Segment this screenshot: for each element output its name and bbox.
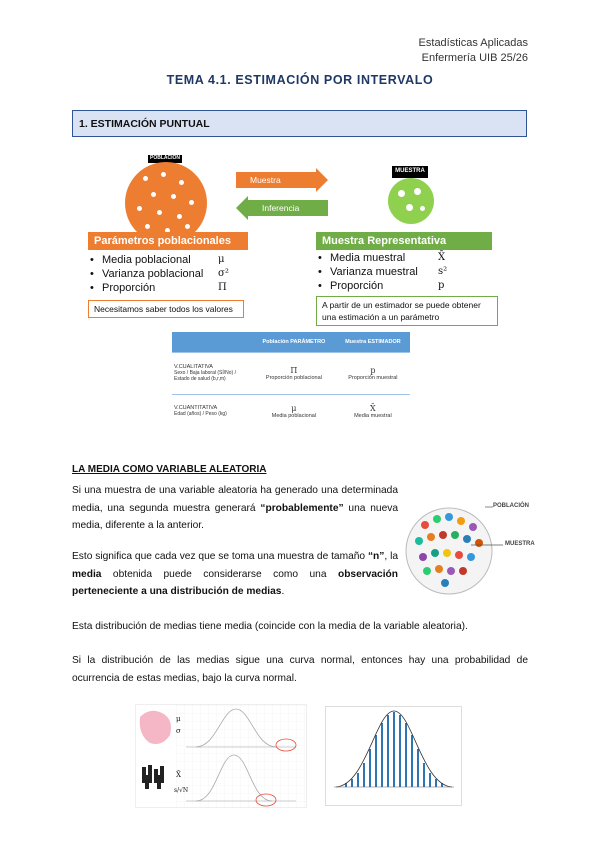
population-params-title: Parámetros poblacionales xyxy=(88,232,248,250)
symbol-sigma: σ xyxy=(176,727,181,735)
arrow-left-icon xyxy=(236,196,248,220)
symbol-mu: μ xyxy=(176,715,181,723)
sample-param: • Proporción p xyxy=(316,279,486,293)
normal-histogram-figure xyxy=(325,706,462,806)
paragraph-4: Si la distribución de las medias sigue una curva normal, entonces hay una probabilidad de ocurrencia de estas medias, bajo la curva normal. xyxy=(72,655,528,684)
sample-params-list xyxy=(316,251,486,293)
inference-arrow-label: Inferencia xyxy=(248,200,328,216)
course-header xyxy=(419,36,528,66)
paragraph-3: Esta distribución de medias tiene media (coincide con la media de la variable aleatoria). xyxy=(72,621,468,632)
sampling-distribution-figure xyxy=(135,704,307,808)
sample-circle xyxy=(388,178,434,224)
symbol-se: s/√N xyxy=(174,787,189,794)
population-param: • Proporción Π xyxy=(88,281,238,295)
table-row: V.CUALITATIVA Sexo / Baja laboral (SÍ/No) / Estado de salud (b,r,m) Π Proporción poblacional p Proporción muestral xyxy=(172,352,410,394)
symbol-xbar: X̄ xyxy=(176,771,181,779)
sample-tag: MUESTRA xyxy=(392,166,428,178)
population-note: Necesitamos saber todos los valores xyxy=(88,300,244,318)
table-row: V.CUANTITATIVA Edad (años) / Peso (kg) μ Media poblacional X̄ Media muestral xyxy=(172,394,410,428)
population-params-list xyxy=(88,253,238,295)
section-heading-estimacion-puntual: 1. ESTIMACIÓN PUNTUAL xyxy=(72,110,527,137)
table-header: Muestra ESTIMADOR xyxy=(336,332,410,352)
sample-note: A partir de un estimador se puede obtener una estimación a un parámetro xyxy=(316,296,498,326)
crowd-icon xyxy=(405,495,545,605)
course-name: Estadísticas Aplicadas xyxy=(418,37,528,49)
crowd-label-population: POBLACIÓN xyxy=(493,503,529,509)
sample-arrow xyxy=(236,168,328,192)
table-header: Población PARÁMETRO xyxy=(252,332,336,352)
sample-arrow-label: Muestra xyxy=(236,172,316,188)
population-param: • Media poblacional μ xyxy=(88,253,238,267)
crowd-label-sample: MUESTRA xyxy=(505,541,535,547)
population-sample-illustration xyxy=(405,495,545,605)
sample-param: • Varianza muestral s² xyxy=(316,265,486,279)
inference-arrow xyxy=(236,196,328,220)
parameter-estimator-table xyxy=(172,332,410,428)
population-tag: POBLACIÓN xyxy=(150,155,180,161)
paragraph-1: Si una muestra de una variable aleatoria ha generado una determinada media, una segunda muestra generará “probablemente” una nueva media, diferente a la anterior. xyxy=(72,485,398,531)
normal-histogram xyxy=(326,707,463,807)
page-title: TEMA 4.1. ESTIMACIÓN POR INTERVALO xyxy=(166,73,434,87)
distribution-sketch xyxy=(136,705,308,809)
arrow-right-icon xyxy=(316,168,328,192)
section-heading-media: LA MEDIA COMO VARIABLE ALEATORIA xyxy=(72,464,267,475)
sample-params-title: Muestra Representativa xyxy=(316,232,492,250)
paragraph-2: Esto significa que cada vez que se toma una muestra de tamaño “n”, la media obtenida puede considerarse como una observación perteneciente a una distribución de medias. xyxy=(72,551,398,597)
estimation-diagram xyxy=(88,150,498,435)
program-name: Enfermería UIB 25/26 xyxy=(421,52,528,64)
sample-param: • Media muestral X̄ xyxy=(316,251,486,265)
population-param: • Varianza poblacional σ² xyxy=(88,267,238,281)
